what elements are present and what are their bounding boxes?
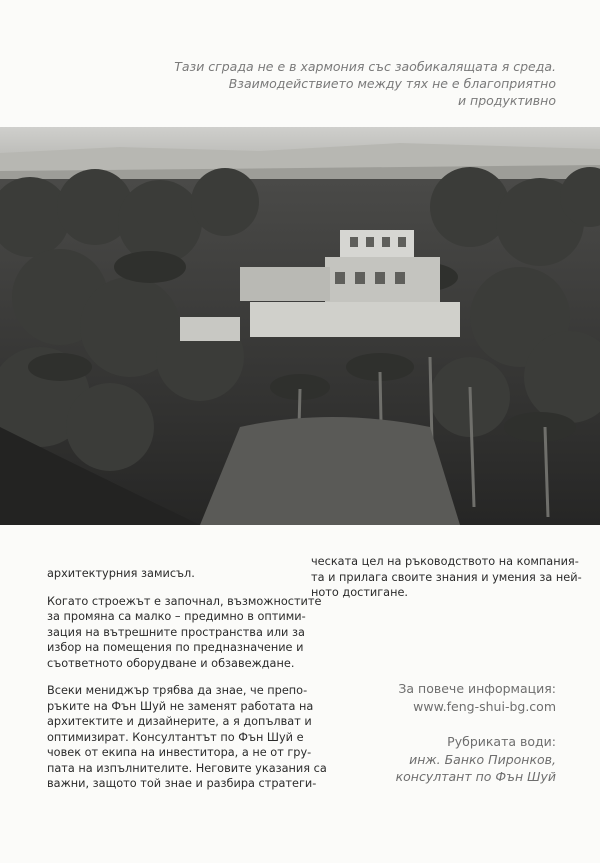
photo-caption (136, 58, 556, 109)
text-line: архитектите и дизайнерите, а я допълват и (47, 715, 312, 728)
text-line: съответното оборудване и обзавеждане. (47, 656, 295, 670)
text-line: за промяна са малко – предимно в оптими- (47, 610, 306, 623)
text-line: Всеки мениджър трябва да знае, че препо- (47, 684, 308, 697)
website-link[interactable]: www.feng-shui-bg.com (413, 698, 556, 714)
paragraph-1 (47, 566, 295, 582)
garden-path (200, 417, 460, 525)
text-line: важни, защото той знае и разбира стратеги- (47, 777, 317, 790)
paragraph-3 (47, 683, 327, 792)
caption-line-2: Взаимодействието между тях не е благоприятно (228, 76, 556, 91)
left-text-column (47, 566, 327, 804)
text-line: ното достигане. (311, 586, 409, 599)
caption-line-3: и продуктивно (457, 93, 556, 108)
author-role: консултант по Фън Шуй (395, 769, 556, 784)
paragraph-2 (47, 594, 322, 672)
building-photo (0, 127, 600, 525)
text-line: архитектурния замисъл. (47, 567, 195, 580)
paragraph-4 (311, 554, 582, 601)
text-line: пата на изпълнителите. Неговите указания са (47, 761, 327, 775)
author-name: инж. Банко Пиронков, (409, 751, 556, 767)
palm-grove-illustration (0, 127, 600, 525)
text-line: ческата цел на ръководството на компания- (311, 555, 579, 568)
more-info-label: За повече информация: (398, 681, 556, 696)
text-line: ръките на Фън Шуй не заменят работата на (47, 699, 314, 713)
text-line: та и прилага своите знания и умения за ней- (311, 570, 582, 584)
info-block (296, 680, 556, 786)
right-text-column (311, 554, 582, 613)
text-line: Когато строежът е започнал, възможностите (47, 594, 322, 608)
text-line: зация на вътрешните пространства или за (47, 625, 305, 639)
rubric-label: Рубриката води: (447, 734, 556, 749)
caption-line-1: Тази сграда не е в хармония със заобикалящата я среда. (174, 59, 556, 74)
text-line: избор на помещения по предназначение и (47, 641, 304, 654)
text-line: човек от екипа на инвеститора, а не от гру- (47, 746, 312, 759)
text-line: оптимизират. Консултантът по Фън Шуй е (47, 730, 304, 744)
